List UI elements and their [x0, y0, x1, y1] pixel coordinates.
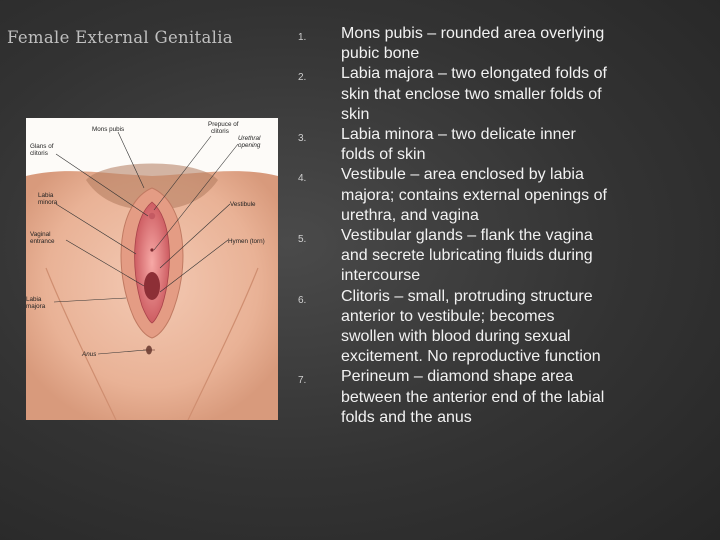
definition-list — [298, 24, 708, 428]
list-line: Perineum – diamond shape area — [341, 368, 574, 386]
list-line: and secrete lubricating fluids during — [341, 247, 593, 265]
label-prepuce-1: Prepuce of — [208, 121, 239, 128]
list-number: 1. — [298, 32, 307, 43]
list-line: Mons pubis – rounded area overlying — [341, 25, 605, 42]
slide-title: Female External Genitalia — [7, 28, 233, 47]
label-hymen: Hymen (torn) — [228, 238, 265, 245]
list-number: 4. — [298, 173, 307, 185]
label-anus: Anus — [82, 351, 97, 358]
label-labia-majora-1: Labia — [26, 296, 42, 303]
list-item — [298, 367, 708, 428]
list-line: between the anterior end of the labial — [341, 388, 605, 406]
list-line: folds of skin — [341, 146, 426, 164]
list-line: anterior to vestibule; becomes — [341, 307, 555, 325]
list-line: majora; contains external openings of — [341, 186, 607, 204]
label-labia-minora-1: Labia — [38, 192, 54, 199]
list-line: pubic bone — [341, 45, 420, 63]
list-line: skin that enclose two smaller folds of — [341, 85, 602, 103]
label-prepuce-2: clitoris — [211, 128, 229, 135]
list-item — [298, 64, 708, 125]
list-line: Clitoris – small, protruding structure — [341, 287, 593, 305]
list-item — [298, 226, 708, 287]
list-line: Vestibular glands – flank the vagina — [341, 227, 593, 245]
list-number: 6. — [298, 294, 307, 306]
list-number: 5. — [298, 234, 307, 246]
label-vaginal-1: Vaginal — [30, 231, 51, 238]
list-line: Labia minora – two delicate inner — [341, 126, 576, 144]
list-line: skin — [341, 105, 370, 123]
list-item — [298, 165, 708, 226]
list-number: 7. — [298, 375, 307, 387]
list-item — [298, 125, 708, 165]
list-line: urethra, and vagina — [341, 206, 479, 224]
list-item — [298, 24, 708, 64]
list-line: folds and the anus — [341, 408, 472, 426]
label-glans-1: Glans of — [30, 143, 54, 150]
list-line: excitement. No reproductive function — [341, 348, 601, 366]
label-vaginal-2: entrance — [30, 238, 55, 245]
label-mons-pubis: Mons pubis — [92, 126, 125, 133]
list-line: intercourse — [341, 267, 421, 285]
list-item — [298, 287, 708, 368]
label-labia-majora-2: majora — [26, 303, 46, 310]
list-line: Vestibule – area enclosed by labia — [341, 166, 584, 184]
list-number: 3. — [298, 133, 307, 145]
list-line: Labia majora – two elongated folds of — [341, 65, 607, 83]
list-number: 2. — [298, 72, 307, 84]
label-urethral-2: opening — [238, 142, 261, 149]
label-urethral-1: Urethral — [238, 135, 261, 142]
label-labia-minora-2: minora — [38, 199, 58, 206]
anatomy-drawing — [26, 118, 278, 420]
label-vestibule: Vestibule — [230, 201, 256, 208]
list-line: swollen with blood during sexual — [341, 328, 571, 346]
anatomy-illustration — [26, 118, 278, 420]
label-glans-2: clitoris — [30, 150, 48, 157]
